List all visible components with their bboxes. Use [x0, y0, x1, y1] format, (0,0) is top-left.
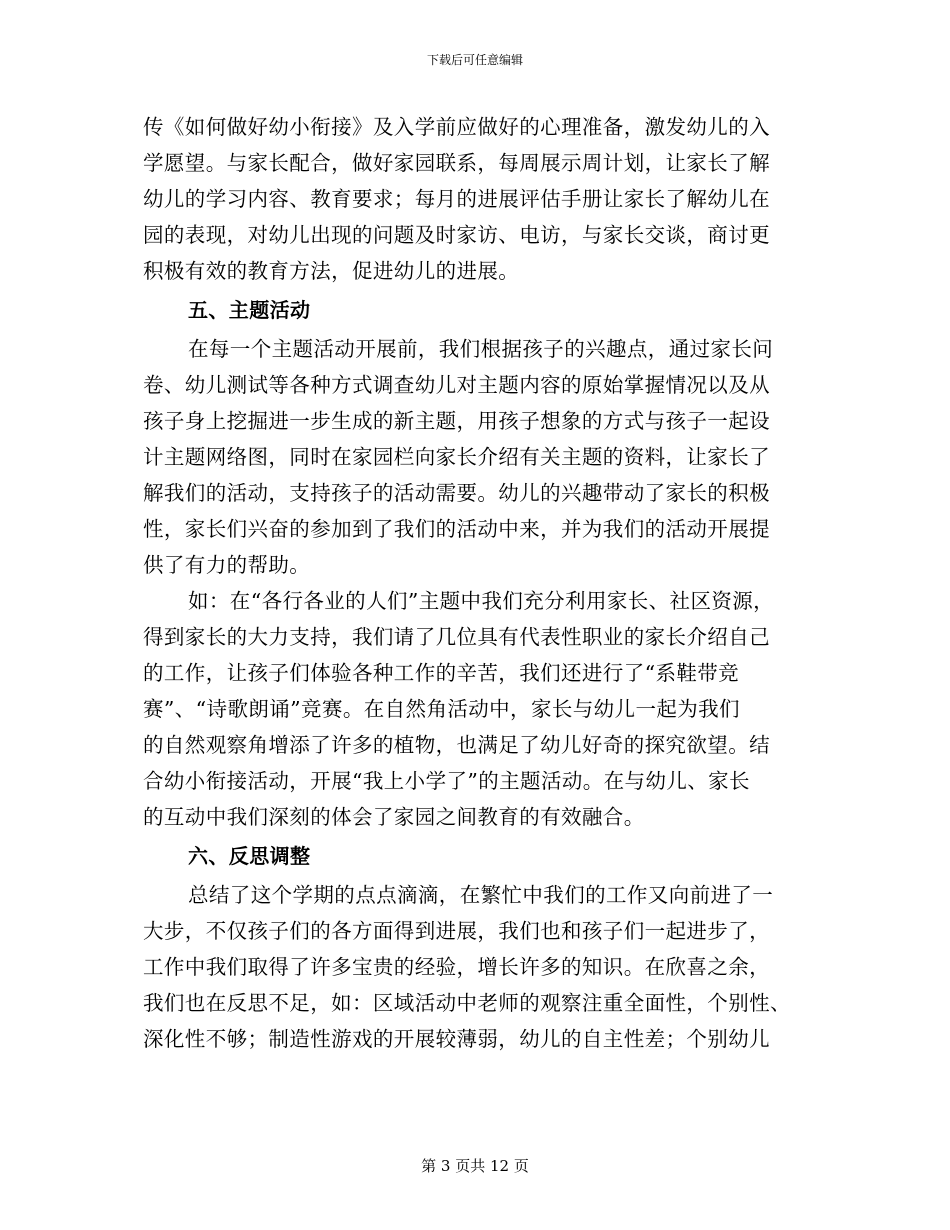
paragraph-line: 的互动中我们深刻的体会了家园之间教育的有效融合。	[143, 805, 645, 829]
paragraph-line: 性，家长们兴奋的参加到了我们的活动中来，并为我们的活动开展提	[143, 517, 770, 541]
paragraph-line: 计主题网络图，同时在家园栏向家长介绍有关主题的资料，让家长了	[143, 445, 770, 469]
paragraph-line: 积极有效的教育方法，促进幼儿的进展。	[143, 259, 520, 283]
paragraph-line: 解我们的活动，支持孩子的活动需要。幼儿的兴趣带动了家长的积极	[143, 481, 770, 505]
section-heading-themes: 五、主题活动	[188, 298, 311, 322]
page-header: 下载后可任意编辑	[426, 53, 523, 67]
paragraph-line: 如：在“各行各业的人们”主题中我们充分利用家长、社区资源，	[188, 589, 775, 613]
paragraph-line: 幼儿的学习内容、教育要求；每月的进展评估手册让家长了解幼儿在	[143, 187, 770, 211]
paragraph-line: 在每一个主题活动开展前，我们根据孩子的兴趣点，通过家长问	[188, 337, 774, 361]
paragraph-line: 学愿望。与家长配合，做好家园联系，每周展示周计划，让家长了解	[143, 151, 770, 175]
paragraph-line: 孩子身上挖掘进一步生成的新主题，用孩子想象的方式与孩子一起设	[143, 409, 770, 433]
paragraph-line: 供了有力的帮助。	[143, 553, 311, 577]
paragraph-line: 传《如何做好幼小衔接》及入学前应做好的心理准备，激发幼儿的入	[143, 115, 770, 139]
paragraph-line: 的工作，让孩子们体验各种工作的辛苦，我们还进行了“系鞋带竞	[143, 661, 740, 685]
paragraph-line: 卷、幼儿测试等各种方式调查幼儿对主题内容的原始掌握情况以及从	[143, 373, 770, 397]
paragraph-line: 赛”、“诗歌朗诵”竞赛。在自然角活动中，家长与幼儿一起为我们	[143, 697, 740, 721]
page-footer: 第 3 页共 12 页	[421, 1157, 529, 1175]
paragraph-line: 总结了这个学期的点点滴滴，在繁忙中我们的工作又向前进了一	[188, 883, 774, 907]
section-heading-reflection: 六、反思调整	[188, 844, 311, 868]
paragraph-line: 得到家长的大力支持，我们请了几位具有代表性职业的家长介绍自己	[143, 625, 770, 649]
paragraph-line: 大步，不仅孩子们的各方面得到进展，我们也和孩子们一起进步了，	[143, 919, 770, 943]
paragraph-line: 深化性不够；制造性游戏的开展较薄弱，幼儿的自主性差；个别幼儿	[143, 1027, 770, 1051]
paragraph-line: 我们也在反思不足，如：区域活动中老师的观察注重全面性，个别性、	[143, 991, 791, 1015]
paragraph-line: 的自然观察角增添了许多的植物，也满足了幼儿好奇的探究欲望。结	[143, 733, 770, 757]
paragraph-line: 合幼小衔接活动，开展“我上小学了”的主题活动。在与幼儿、家长	[143, 769, 750, 793]
paragraph-line: 工作中我们取得了许多宝贵的经验，增长许多的知识。在欣喜之余，	[143, 955, 770, 979]
paragraph-line: 园的表现，对幼儿出现的问题及时家访、电访，与家长交谈，商讨更	[143, 223, 770, 247]
